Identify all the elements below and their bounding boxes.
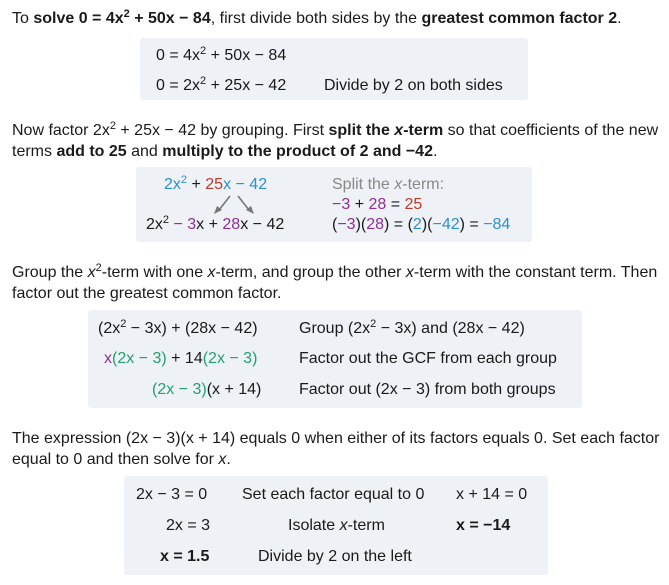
intro-text-2: , first divide both sides by the	[210, 10, 422, 27]
divide-note: Divide by 2 on the left	[258, 548, 412, 565]
split-sum: −3 + 28 = 25	[332, 196, 423, 213]
solution-right: x = −14	[456, 517, 511, 534]
equation-divided: $0 = 2x^2 + 25x - 42$	[156, 75, 287, 94]
isolate-note: Isolate x-term	[288, 517, 385, 534]
gcf-note: Factor out the GCF from each group	[299, 350, 557, 367]
grouped-expression: $(2x^2 - 3x) + (28x - 42)$	[98, 318, 258, 337]
step-box-divide	[140, 38, 528, 100]
group-paragraph: Group the $x^2$-term with one x-term, and group the other x-term with the constant term. Then factor out the greatest common factor.	[12, 262, 658, 302]
isolate-left: 2x = 3	[166, 517, 211, 534]
zero-product-paragraph: The expression (2x − 3)(x + 14) equals 0 when either of its factors equals 0. Set each factor equal to 0 and then solve for x.	[12, 430, 660, 468]
solution-left: x = 1.5	[160, 548, 210, 565]
equation-original: $0 = 4x^2 + 50x - 84$	[156, 45, 287, 64]
intro-paragraph: To solve $0 = 4x^2 + 50x - 84$, first divide both sides by the greatest common factor 2.	[12, 8, 622, 27]
step-box-split	[136, 167, 532, 242]
set-zero-note: Set each factor equal to 0	[242, 486, 425, 503]
gcf-expression: x(2x − 3) + 14(2x − 3)	[104, 350, 258, 367]
step-note: Divide by 2 on both sides	[324, 77, 503, 94]
factor-note: Factor out (2x − 3) from both groups	[299, 381, 556, 398]
expression-split: $2x^2 - 3x + 28x - 42$	[146, 214, 285, 233]
split-heading: Split the x-term:	[332, 176, 445, 193]
grouping-paragraph: Now factor $2x^2 + 25x - 42$ by grouping. First split the x-term so that coefficients of the new terms add to 25 and multiply to the product of 2 and −42.	[12, 120, 659, 160]
factored-expression: (2x − 3)(x + 14)	[152, 381, 262, 398]
step-box-solve	[124, 476, 548, 575]
intro-equation: solve $0 = 4x^2 + 50x - 84$	[33, 8, 211, 27]
factor-eq-left: 2x − 3 = 0	[136, 486, 208, 503]
split-arrows-icon	[206, 193, 270, 217]
group-note: Group $(2x^2 - 3x)$ and (28x − 42)	[299, 318, 525, 337]
intro-text: To	[12, 10, 34, 27]
split-product: (−3)(28) = (2)(−42) = −84	[332, 216, 511, 233]
intro-gcf: greatest common factor 2	[421, 10, 618, 27]
expression-colored: $2x^2 + 25x - 42$	[164, 174, 268, 193]
step-box-factor	[88, 310, 582, 408]
factor-eq-right: x + 14 = 0	[456, 486, 528, 503]
